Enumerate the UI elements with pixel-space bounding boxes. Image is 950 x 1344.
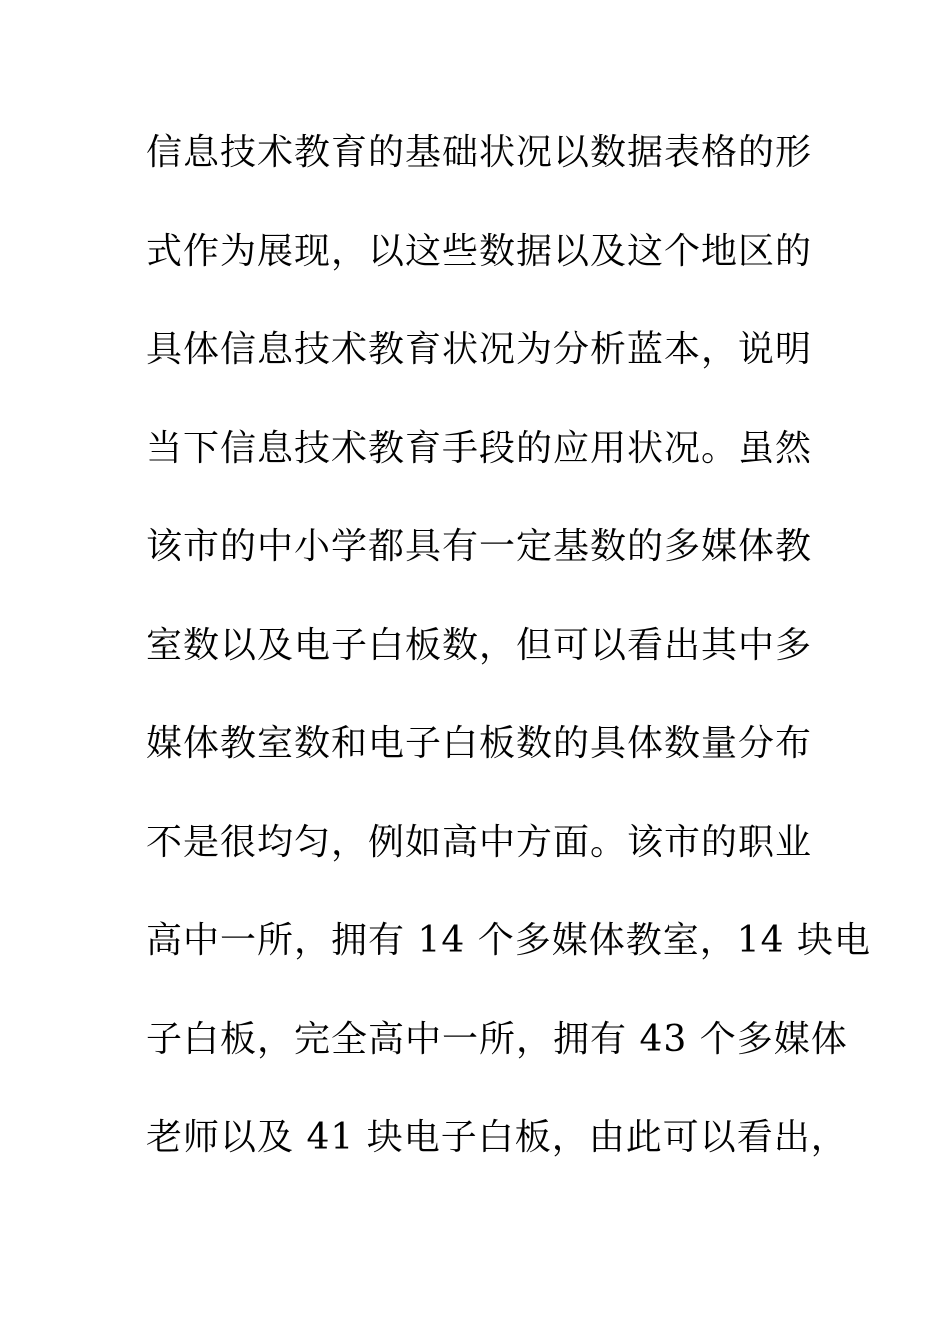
body-paragraph <box>146 122 871 1206</box>
text-line-5: 该市的中小学都具有一定基数的多媒体教 <box>146 526 813 567</box>
text-line-1: 信息技术教育的基础状况以数据表格的形 <box>146 132 813 173</box>
text-line-7: 媒体教室数和电子白板数的具体数量分布 <box>146 723 813 764</box>
text-line-8: 不是很均匀，例如高中方面。该市的职业 <box>146 821 813 863</box>
text-line-3: 具体信息技术教育状况为分析蓝本，说明 <box>146 329 813 370</box>
text-line-10: 子白板，完全高中一所，拥有 43 个多媒体 <box>146 1018 848 1060</box>
text-line-6: 室数以及电子白板数，但可以看出其中多 <box>146 624 813 666</box>
text-line-11: 老师以及 41 块电子白板，由此可以看出， <box>146 1117 848 1158</box>
text-line-9: 高中一所，拥有 14 个多媒体教室，14 块电 <box>146 920 871 961</box>
text-line-2: 式作为展现，以这些数据以及这个地区的 <box>146 230 813 272</box>
text-line-4: 当下信息技术教育手段的应用状况。虽然 <box>146 427 813 469</box>
